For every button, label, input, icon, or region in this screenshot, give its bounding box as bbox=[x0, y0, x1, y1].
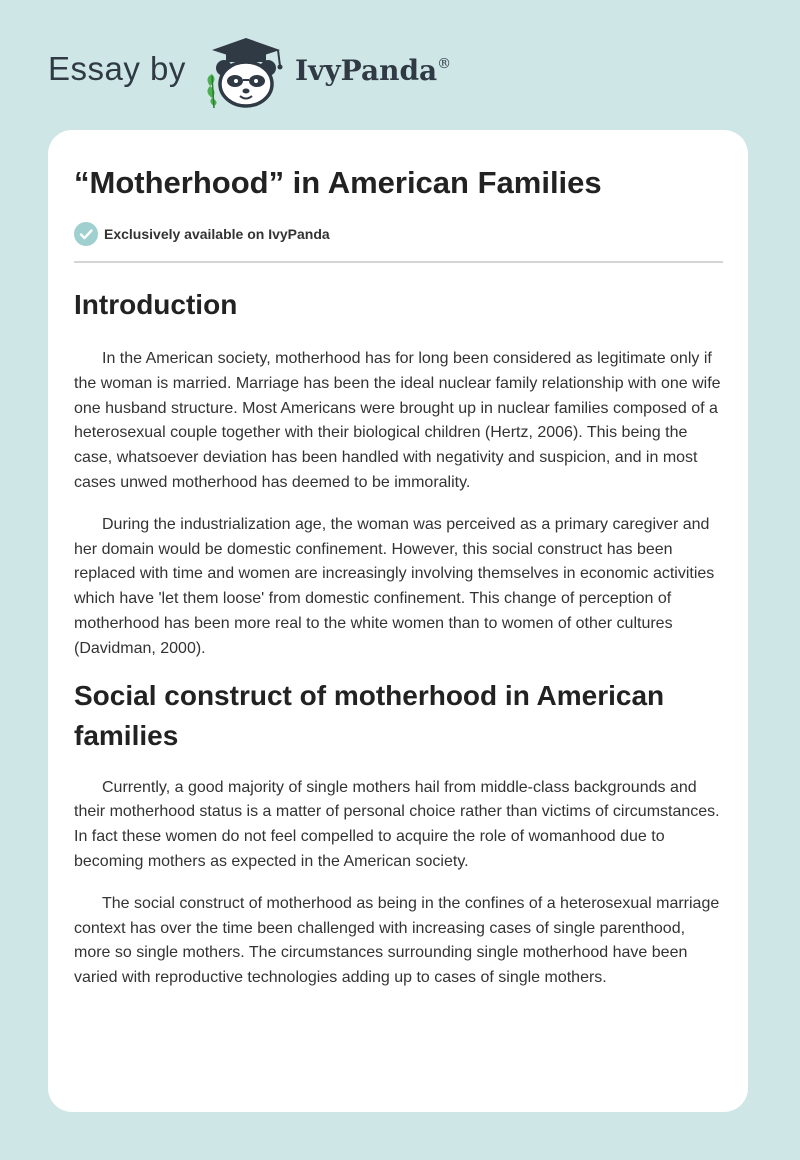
paragraph: During the industrialization age, the woman was perceived as a primary caregiver and her domain would be domestic confinement. However, this social construct has been replaced with time and women are increasingly involving themselves in economic activities which have 'let them loose' from domestic confinement. This change of perception of motherhood has been more real to the white women than to women of other cultures (Davidman, 2000). bbox=[74, 515, 715, 657]
brand-name[interactable]: IvyPanda® bbox=[295, 54, 452, 87]
title-divider bbox=[74, 261, 723, 263]
exclusive-label: Exclusively available on IvyPanda bbox=[104, 226, 330, 242]
section-heading-introduction: Introduction bbox=[74, 289, 238, 320]
essay-title: “Motherhood” in American Families bbox=[74, 165, 602, 200]
registered-mark: ® bbox=[437, 55, 452, 72]
essay-by-label: Essay by bbox=[48, 50, 186, 87]
check-icon bbox=[74, 222, 98, 246]
site-header bbox=[0, 0, 800, 125]
exclusive-badge bbox=[74, 222, 330, 246]
paragraph: Currently, a good majority of single mothers hail from middle-class backgrounds and their motherhood status is a matter of personal choice rather than victims of circumstances. In fact these women do not feel compelled to acquire the role of womanhood due to becoming mothers as expected in the American society. bbox=[74, 778, 720, 870]
paragraph: In the American society, motherhood has for long been considered as legitimate only if the woman is married. Marriage has been the ideal nuclear family relationship with one wife one husband structure. Most Americans were brought up in nuclear families composed of a heterosexual couple together with their biological children (Hertz, 2006). This being the case, whatsoever deviation has been handled with negativity and suspicion, and in most cases unwed motherhood has deemed to be immorality. bbox=[74, 350, 721, 491]
section-heading-social-construct: Social construct of motherhood in American families bbox=[74, 679, 665, 751]
panda-logo-icon[interactable] bbox=[200, 34, 292, 110]
essay-body bbox=[74, 280, 724, 991]
paragraph: The social construct of motherhood as being in the confines of a heterosexual marriage context has over the time been challenged with increasing cases of single parenthood, more so single mothers. The circumstances surrounding single motherhood have been varied with reproductive technologies adding up to cases of single mothers. bbox=[74, 894, 720, 987]
essay-card bbox=[48, 130, 748, 1112]
